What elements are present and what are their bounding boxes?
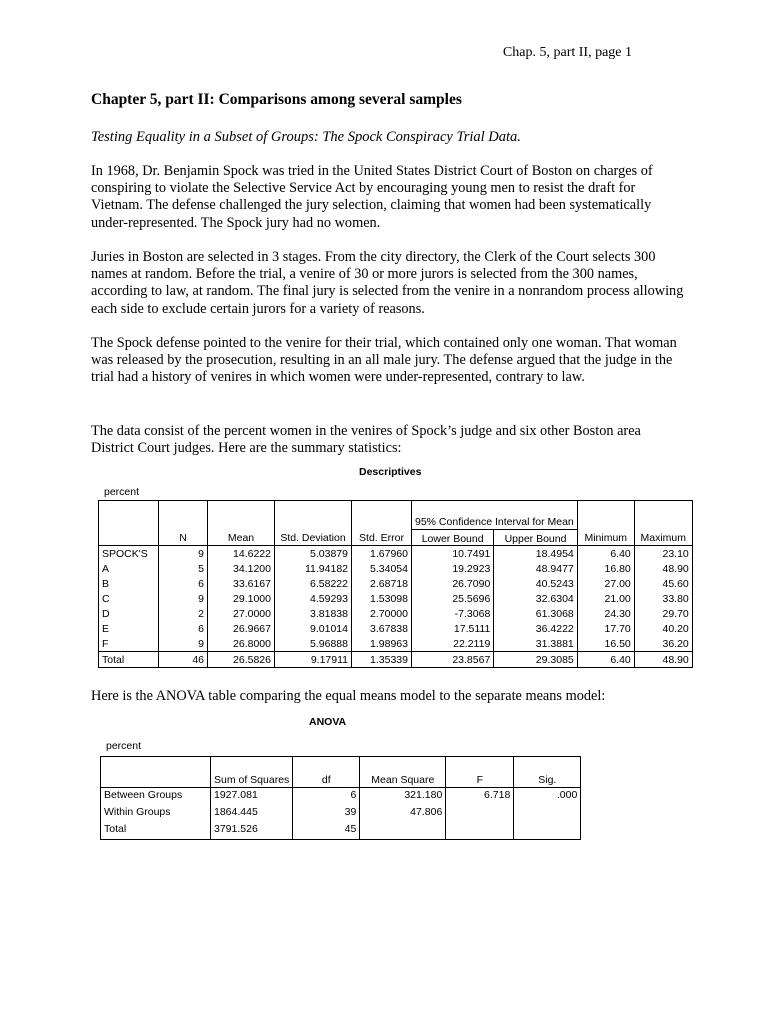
cell-lower: 26.7090 <box>412 576 494 591</box>
anova-row <box>101 788 581 806</box>
cell-min: 16.80 <box>577 561 634 576</box>
cell-upper: 40.5243 <box>494 576 577 591</box>
cell-sig <box>514 822 581 840</box>
group-label: SPOCK'S <box>102 547 148 560</box>
cell-n: 5 <box>159 561 208 576</box>
cell-se: 1.53098 <box>352 591 412 606</box>
cell-sd: 5.96888 <box>275 636 352 652</box>
cell-max: 23.10 <box>634 546 692 562</box>
cell-upper: 18.4954 <box>494 546 577 562</box>
header-std-error: Std. Error <box>352 501 412 546</box>
cell-n: 9 <box>159 636 208 652</box>
descriptives-row <box>99 652 693 668</box>
cell-min: 16.50 <box>577 636 634 652</box>
cell-ms: 47.806 <box>360 805 446 822</box>
cell-se: 2.68718 <box>352 576 412 591</box>
header-lower-bound: Lower Bound <box>412 530 494 546</box>
cell-min: 6.40 <box>577 546 634 562</box>
cell-mean: 26.9667 <box>208 621 275 636</box>
header-mean-square: Mean Square <box>360 757 446 788</box>
cell-mean: 34.1200 <box>208 561 275 576</box>
descriptives-row <box>99 561 693 576</box>
cell-f <box>446 805 514 822</box>
section-subtitle: Testing Equality in a Subset of Groups: The Spock Conspiracy Trial Data. <box>91 129 521 145</box>
header-std-deviation: Std. Deviation <box>275 501 352 546</box>
cell-max: 45.60 <box>634 576 692 591</box>
descriptives-row <box>99 591 693 606</box>
cell-mean: 29.1000 <box>208 591 275 606</box>
descriptives-variable-label: percent <box>104 486 140 498</box>
cell-max: 48.90 <box>634 561 692 576</box>
cell-max: 48.90 <box>634 652 692 668</box>
anova-row <box>101 822 581 840</box>
cell-lower: 10.7491 <box>412 546 494 562</box>
cell-mean: 33.6167 <box>208 576 275 591</box>
group-label: B <box>102 577 110 590</box>
cell-df: 45 <box>293 822 360 840</box>
descriptives-row <box>99 576 693 591</box>
paragraph-intro: In 1968, Dr. Benjamin Spock was tried in the United States District Court of Boston on charges of conspiring to violate the Selective Service Act by encouraging young men to resist the draft for Vietnam. The defense challenged the jury selection, claiming that women had been systematically under-represented. The Spock jury had no women. <box>91 163 653 231</box>
cell-se: 1.98963 <box>352 636 412 652</box>
header-confidence-interval: 95% Confidence Interval for Mean <box>412 501 578 530</box>
header-minimum: Minimum <box>577 501 634 546</box>
header-sig: Sig. <box>514 757 581 788</box>
group-label: F <box>102 637 109 650</box>
cell-sd: 5.03879 <box>275 546 352 562</box>
paragraph-jury-selection: Juries in Boston are selected in 3 stages. From the city directory, the Clerk of the Court selects 300 names at random. Before the trial, a venire of 30 or more jurors is selected from the 300 names, according to law, at random. The final jury is selected from the venire in a nonrandom process allowing each side to exclude certain jurors for a variety of reasons. <box>91 249 684 317</box>
group-label: Total <box>99 652 159 668</box>
cell-min: 17.70 <box>577 621 634 636</box>
header-sum-of-squares: Sum of Squares <box>211 757 293 788</box>
page-header: Chap. 5, part II, page 1 <box>502 45 632 60</box>
cell-min: 6.40 <box>577 652 634 668</box>
cell-lower: 19.2923 <box>412 561 494 576</box>
cell-min: 21.00 <box>577 591 634 606</box>
paragraph-data: The data consist of the percent women in the venires of Spock’s judge and six other Boston area District Court judges. Here are the summary statistics: <box>91 423 641 457</box>
header-upper-bound: Upper Bound <box>494 530 577 546</box>
cell-mean: 27.0000 <box>208 606 275 621</box>
cell-upper: 36.4222 <box>494 621 577 636</box>
cell-lower: 23.8567 <box>412 652 494 668</box>
header-maximum: Maximum <box>634 501 692 546</box>
header-mean: Mean <box>208 501 275 546</box>
descriptives-row <box>99 546 693 562</box>
source-label: Total <box>104 823 127 835</box>
cell-lower: -7.3068 <box>412 606 494 621</box>
cell-upper: 61.3068 <box>494 606 577 621</box>
cell-se: 2.70000 <box>352 606 412 621</box>
group-label: D <box>102 607 110 620</box>
cell-mean: 26.5826 <box>208 652 275 668</box>
cell-ms: 321.180 <box>360 788 446 806</box>
page-title: Chapter 5, part II: Comparisons among several samples <box>91 91 462 108</box>
cell-sd: 4.59293 <box>275 591 352 606</box>
anova-row <box>101 805 581 822</box>
cell-min: 27.00 <box>577 576 634 591</box>
cell-ss: 1927.081 <box>211 788 293 806</box>
anova-title: ANOVA <box>309 716 347 728</box>
cell-upper: 31.3881 <box>494 636 577 652</box>
cell-upper: 32.6304 <box>494 591 577 606</box>
cell-lower: 17.5111 <box>412 621 494 636</box>
cell-sd: 3.81838 <box>275 606 352 621</box>
cell-sd: 6.58222 <box>275 576 352 591</box>
cell-n: 46 <box>159 652 208 668</box>
cell-n: 9 <box>159 591 208 606</box>
paragraph-anova-intro: Here is the ANOVA table comparing the equal means model to the separate means model: <box>91 688 606 704</box>
cell-lower: 22.2119 <box>412 636 494 652</box>
anova-variable-label: percent <box>106 740 142 752</box>
cell-mean: 26.8000 <box>208 636 275 652</box>
cell-min: 24.30 <box>577 606 634 621</box>
cell-df: 6 <box>293 788 360 806</box>
cell-se: 5.34054 <box>352 561 412 576</box>
descriptives-table <box>98 500 693 668</box>
cell-upper: 29.3085 <box>494 652 577 668</box>
cell-sig: .000 <box>514 788 581 806</box>
cell-n: 9 <box>159 546 208 562</box>
cell-sig <box>514 805 581 822</box>
cell-upper: 48.9477 <box>494 561 577 576</box>
descriptives-title: Descriptives <box>359 466 422 478</box>
cell-ss: 3791.526 <box>211 822 293 840</box>
anova-table <box>100 756 581 840</box>
cell-max: 29.70 <box>634 606 692 621</box>
cell-mean: 14.6222 <box>208 546 275 562</box>
cell-sd: 9.01014 <box>275 621 352 636</box>
group-label: E <box>102 622 110 635</box>
cell-sd: 9.17911 <box>275 652 352 668</box>
cell-ms <box>360 822 446 840</box>
cell-max: 36.20 <box>634 636 692 652</box>
source-label: Between Groups <box>104 789 183 801</box>
header-n: N <box>159 501 208 546</box>
cell-se: 3.67838 <box>352 621 412 636</box>
cell-ss: 1864.445 <box>211 805 293 822</box>
descriptives-row <box>99 606 693 621</box>
paragraph-defense: The Spock defense pointed to the venire for their trial, which contained only one woman. That woman was released by the prosecution, resulting in an all male jury. The defense argued that the judge in the trial had a history of venires in which women were under-represented, contrary to law. <box>91 335 677 386</box>
cell-df: 39 <box>293 805 360 822</box>
cell-n: 2 <box>159 606 208 621</box>
header-f: F <box>446 757 514 788</box>
cell-lower: 25.5696 <box>412 591 494 606</box>
cell-sd: 11.94182 <box>275 561 352 576</box>
source-label: Within Groups <box>104 806 171 818</box>
descriptives-row <box>99 636 693 652</box>
header-df: df <box>293 757 360 788</box>
descriptives-row <box>99 621 693 636</box>
cell-f <box>446 822 514 840</box>
cell-se: 1.35339 <box>352 652 412 668</box>
cell-n: 6 <box>159 576 208 591</box>
group-label: C <box>102 592 110 605</box>
cell-max: 40.20 <box>634 621 692 636</box>
cell-f: 6.718 <box>446 788 514 806</box>
cell-se: 1.67960 <box>352 546 412 562</box>
cell-n: 6 <box>159 621 208 636</box>
group-label: A <box>102 562 110 575</box>
cell-max: 33.80 <box>634 591 692 606</box>
